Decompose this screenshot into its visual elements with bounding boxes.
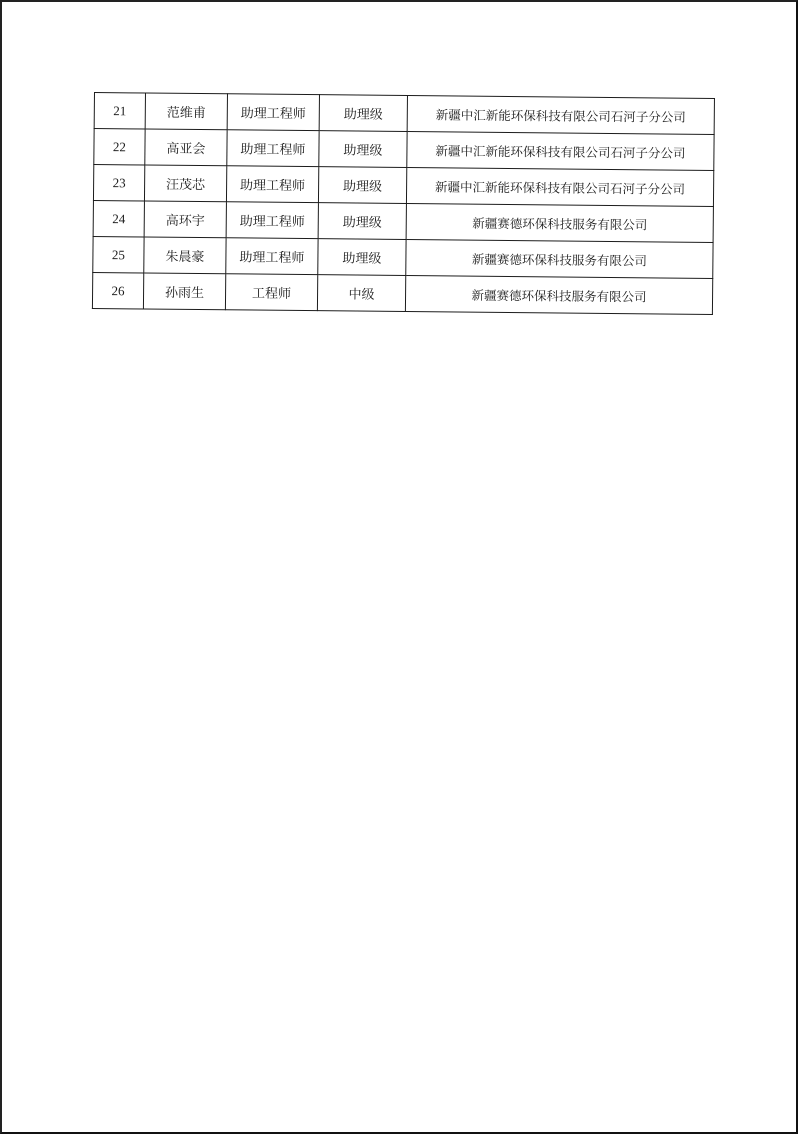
row-number: 25 xyxy=(93,236,144,272)
company-name: 新疆赛德环保科技服务有限公司 xyxy=(406,240,713,279)
table-body xyxy=(92,93,714,315)
company-name: 新疆中汇新能环保科技有限公司石河子分公司 xyxy=(407,96,714,135)
title-level: 助理级 xyxy=(318,203,406,240)
company-name: 新疆中汇新能环保科技有限公司石河子分公司 xyxy=(406,168,713,207)
table-row xyxy=(94,93,714,135)
row-number: 23 xyxy=(93,165,144,201)
title-level: 助理级 xyxy=(318,167,406,204)
job-title: 助理工程师 xyxy=(226,202,318,239)
company-name: 新疆赛德环保科技服务有限公司 xyxy=(405,276,712,315)
person-name: 范维甫 xyxy=(145,93,227,130)
title-level: 助理级 xyxy=(318,239,406,276)
row-number: 21 xyxy=(94,93,145,129)
company-name: 新疆赛德环保科技服务有限公司 xyxy=(406,204,713,243)
job-title: 助理工程师 xyxy=(227,130,319,167)
title-level: 中级 xyxy=(317,275,405,312)
job-title: 助理工程师 xyxy=(226,166,318,203)
table-row xyxy=(93,236,713,278)
table-row xyxy=(93,200,713,242)
person-name: 汪茂芯 xyxy=(144,165,226,202)
row-number: 26 xyxy=(92,272,143,308)
row-number: 22 xyxy=(94,129,145,165)
title-level: 助理级 xyxy=(319,131,407,168)
company-name: 新疆中汇新能环保科技有限公司石河子分公司 xyxy=(407,132,714,171)
person-name: 高亚会 xyxy=(145,129,227,166)
job-title: 助理工程师 xyxy=(227,94,319,131)
personnel-table-container xyxy=(92,92,714,315)
job-title: 工程师 xyxy=(225,274,317,311)
person-name: 孙雨生 xyxy=(143,273,225,310)
table-row xyxy=(92,272,712,314)
title-level: 助理级 xyxy=(319,95,407,132)
person-name: 朱晨豪 xyxy=(144,237,226,274)
personnel-table xyxy=(92,92,715,315)
job-title: 助理工程师 xyxy=(226,238,318,275)
row-number: 24 xyxy=(93,200,144,236)
table-row xyxy=(94,129,714,171)
person-name: 高环宇 xyxy=(144,201,226,238)
table-row xyxy=(93,165,713,207)
